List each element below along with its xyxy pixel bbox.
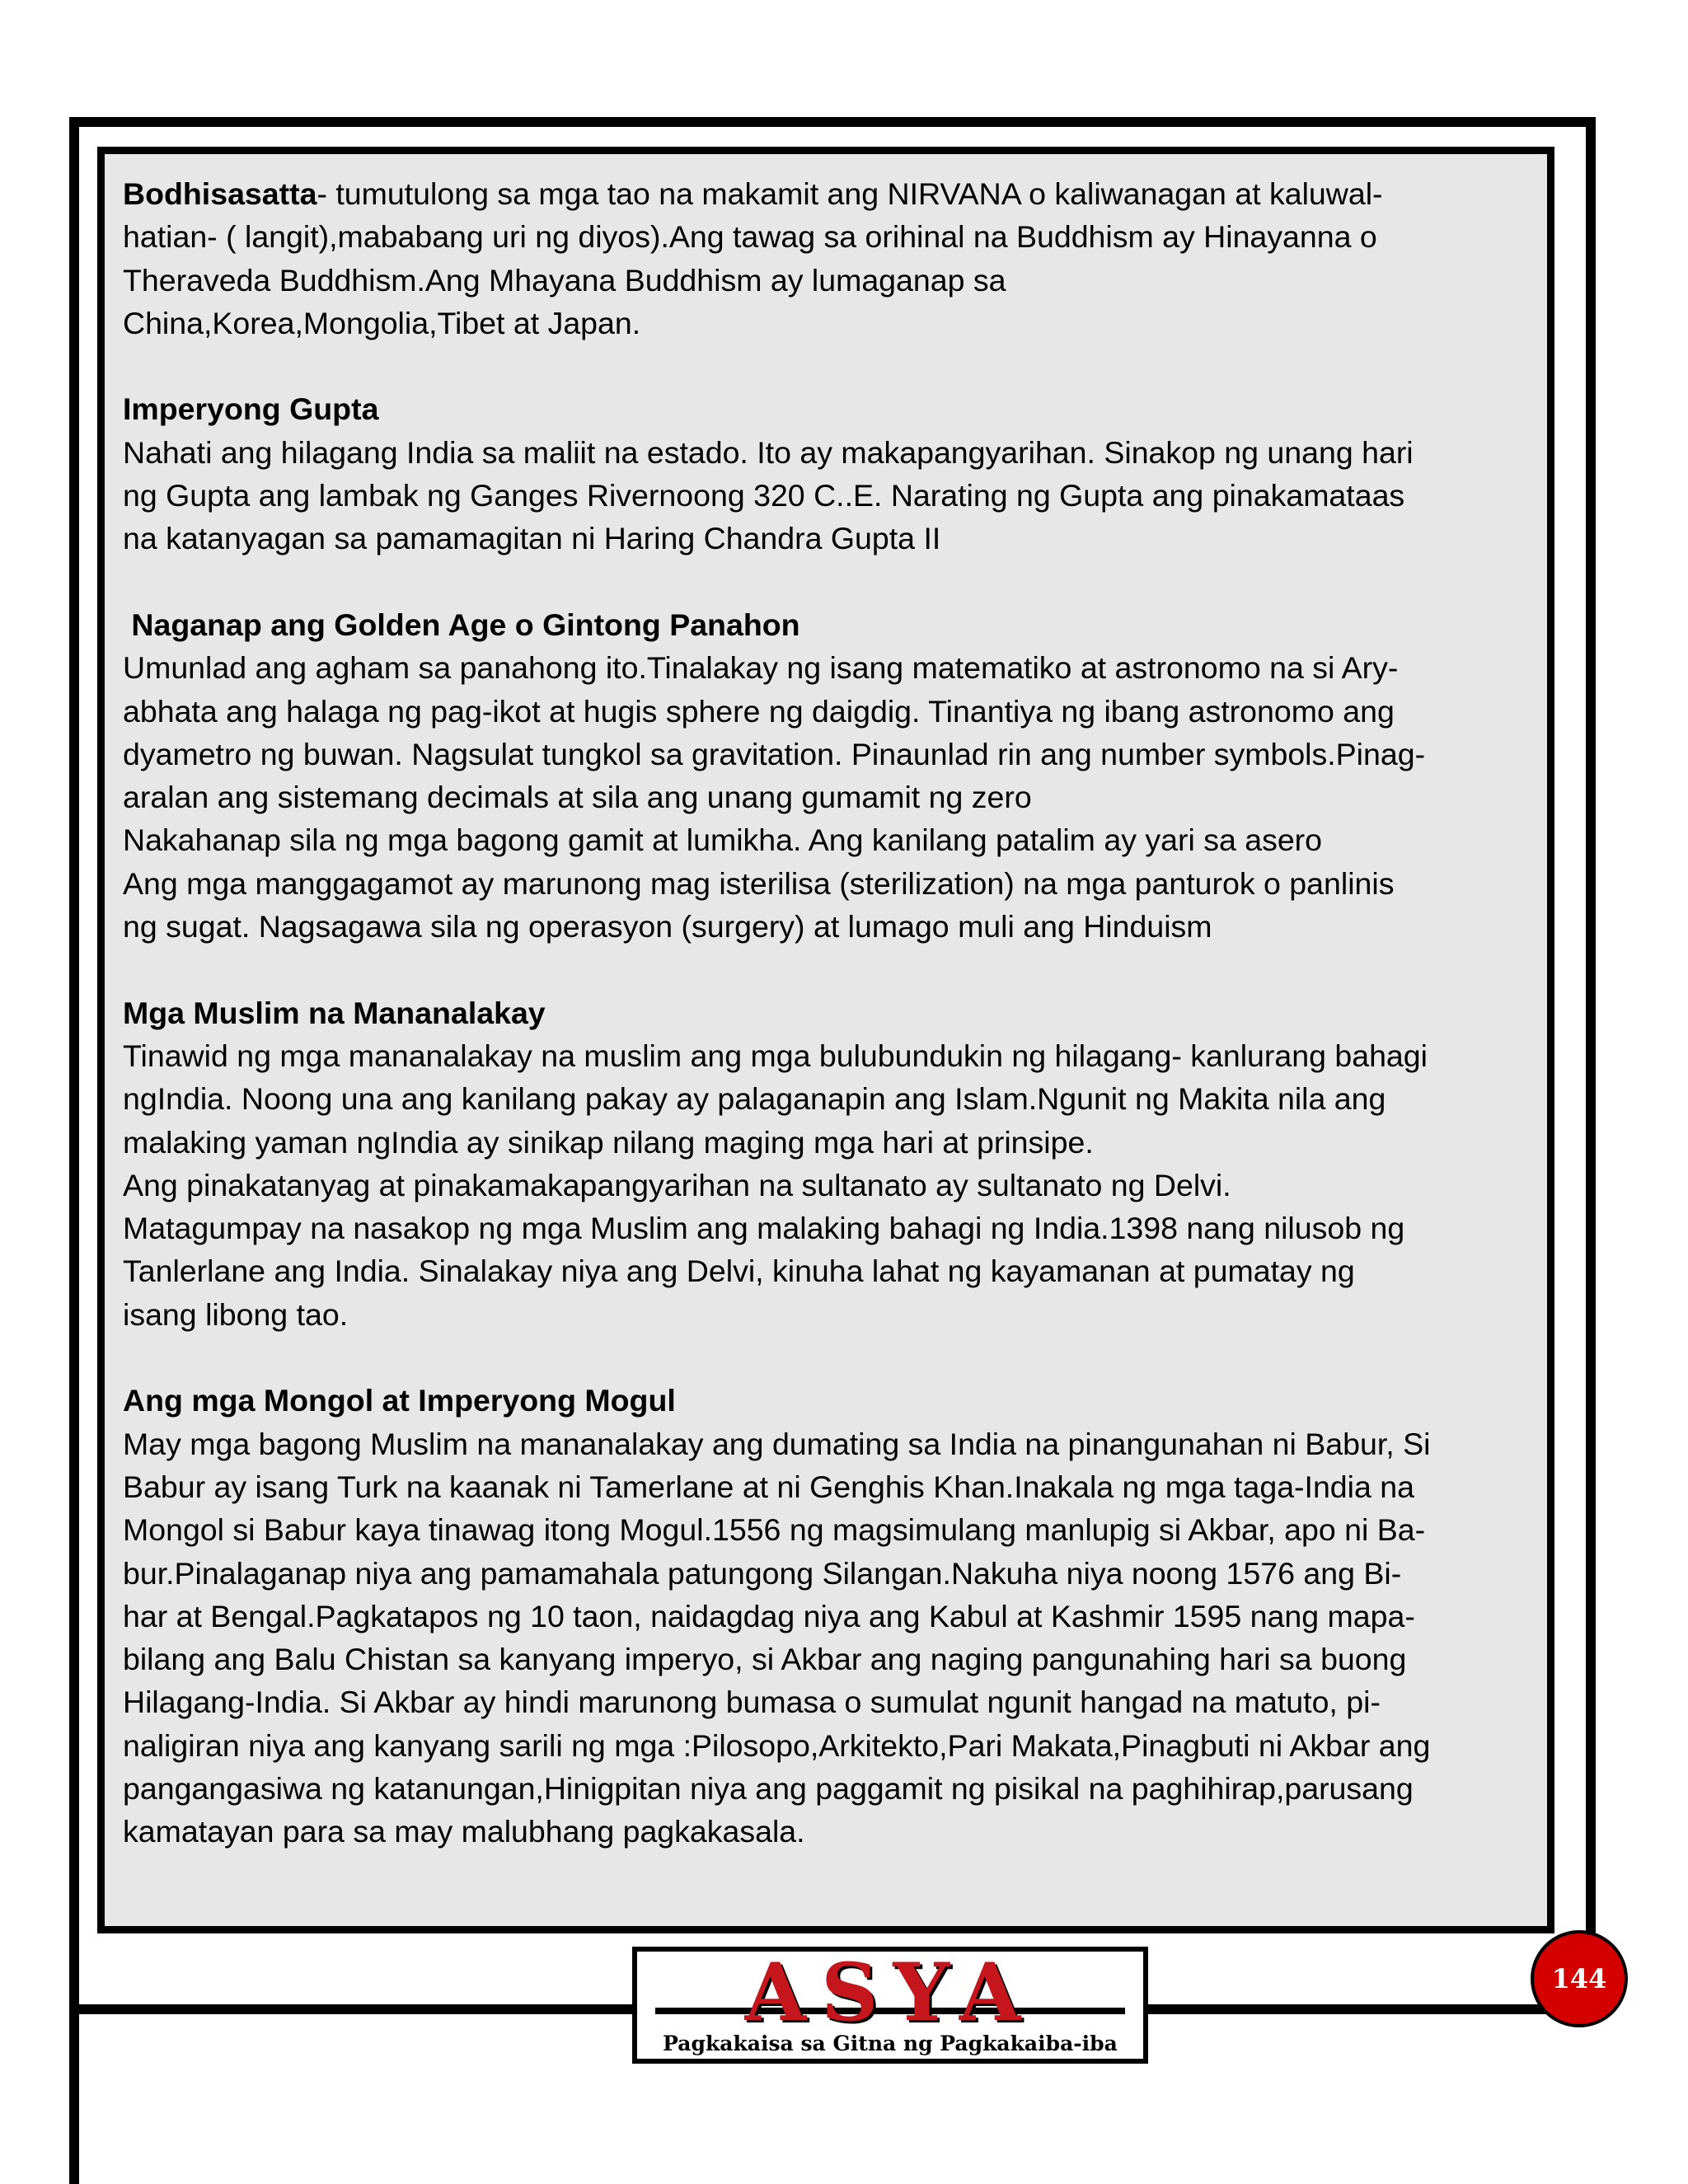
- frame-top-border: [69, 117, 1596, 127]
- logo-subtitle: Pagkakaisa sa Gitna ng Pagkakaiba-iba: [663, 2032, 1118, 2055]
- page-number: 144: [1551, 1963, 1607, 1994]
- intro-term: Bodhisasatta: [123, 176, 317, 211]
- golden-age-text: Umunlad ang agham sa panahong ito.Tinalakay ng isang matematiko at astronomo na si Ary- abhata ang halaga ng pag-ikot at hugis sphere ng daigdig. Tinantiya ng ibang astronomo ang dyametro ng buwan. Nagsulat tungkol sa gravitation. Pinaunlad rin ang number symbols.Pinag- aralan ang sistemang decimals at sila ang unang gumamit ng zero Nakahanap sila ng mga bagong gamit at lumikha. Ang kanilang patalim ay yari sa asero Ang mga manggagamot ay marunong mag isterilisa (sterilization) na mga panturok o panlinis ng sugat. Nagsagawa sila ng operasyon (surgery) at lumago muli ang Hinduism: [123, 650, 1426, 944]
- golden-age-heading: Naganap ang Golden Age o Gintong Panahon: [123, 607, 800, 642]
- asya-logo: [632, 1947, 1148, 2064]
- muslim-heading: Mga Muslim na Mananalakay: [123, 995, 546, 1030]
- paragraph-gap: [123, 560, 1536, 603]
- gupta-text: Nahati ang hilagang India sa maliit na estado. Ito ay makapangyarihan. Sinakop ng unang hari ng Gupta ang lambak ng Ganges Rivernoong 320 C..E. Narating ng Gupta ang pinakamataas na katanyagan sa pamamagitan ni Haring Chandra Gupta II: [123, 434, 1414, 556]
- muslim-text: Tinawid ng mga mananalakay na muslim ang mga bulubundukin ng hilagang- kanlurang bahagi ngIndia. Noong una ang kanilang pakay ay palaganapin ang Islam.Ngunit ng Makita nila ang malaking yaman ngIndia ay sinikap nilang maging mga hari at prinsipe. Ang pinakatanyag at pinakamakapangyarihan na sultanato ay sultanato ng Delvi. Matagumpay na nasakop ng mga Muslim ang malaking bahagi ng India.1398 nang nilusob ng Tanlerlane ang India. Sinalakay niya ang Delvi, kinuha lahat ng kayamanan at pumatay ng isang libong tao.: [123, 1038, 1428, 1332]
- content-text: [123, 172, 1536, 1854]
- mogul-heading: Ang mga Mongol at Imperyong Mogul: [123, 1383, 676, 1418]
- page-number-badge: [1531, 1930, 1628, 2027]
- paragraph-gap: [123, 344, 1536, 387]
- frame-right-border: [1586, 117, 1596, 2009]
- gupta-heading: Imperyong Gupta: [123, 391, 379, 427]
- paragraph-gap: [123, 948, 1536, 991]
- mogul-text: May mga bagong Muslim na mananalakay ang dumating sa India na pinangunahan ni Babur, Si Babur ay isang Turk na kaanak ni Tamerlane at ni Genghis Khan.Inakala ng mga taga-India na Mongol si Babur kaya tinawag itong Mogul.1556 ng magsimulang manlupig si Akbar, apo ni Ba- bur.Pinalaganap niya ang pamamahala patungong Silangan.Nakuha niya noong 1576 ang Bi- har at Bengal.Pagkatapos ng 10 taon, naidagdag niya ang Kabul at Kashmir 1595 nang mapa- bilang ang Balu Chistan sa kanyang imperyo, si Akbar ang naging pangunahing hari sa buong Hilagang-India. Si Akbar ay hindi marunong bumasa o sumulat ngunit hangad na matuto, pi- naligiran niya ang kanyang sarili ng mga :Pilosopo,Arkitekto,Pari Makata,Pinagbuti ni Akbar ang pangangasiwa ng katanungan,Hinigpitan niya ang paggamit ng pisikal na paghihirap,parusang kamatayan para sa may malubhang pagkakasala.: [123, 1426, 1431, 1849]
- content-box: [97, 147, 1554, 1933]
- frame-left-border: [69, 117, 79, 2184]
- intro-text: - tumutulong sa mga tao na makamit ang NIRVANA o kaliwanagan at kaluwal- hatian- ( langit),mababang uri ng diyos).Ang tawag sa orihinal na Buddhism ay Hinayanna o Theraveda Buddhism.Ang Mhayana Buddhism ay lumaganap sa China,Korea,Mongolia,Tibet at Japan.: [123, 176, 1383, 340]
- intro-paragraph: [123, 172, 1536, 344]
- logo-word: ASYA: [744, 1946, 1036, 2039]
- paragraph-gap: [123, 1336, 1536, 1379]
